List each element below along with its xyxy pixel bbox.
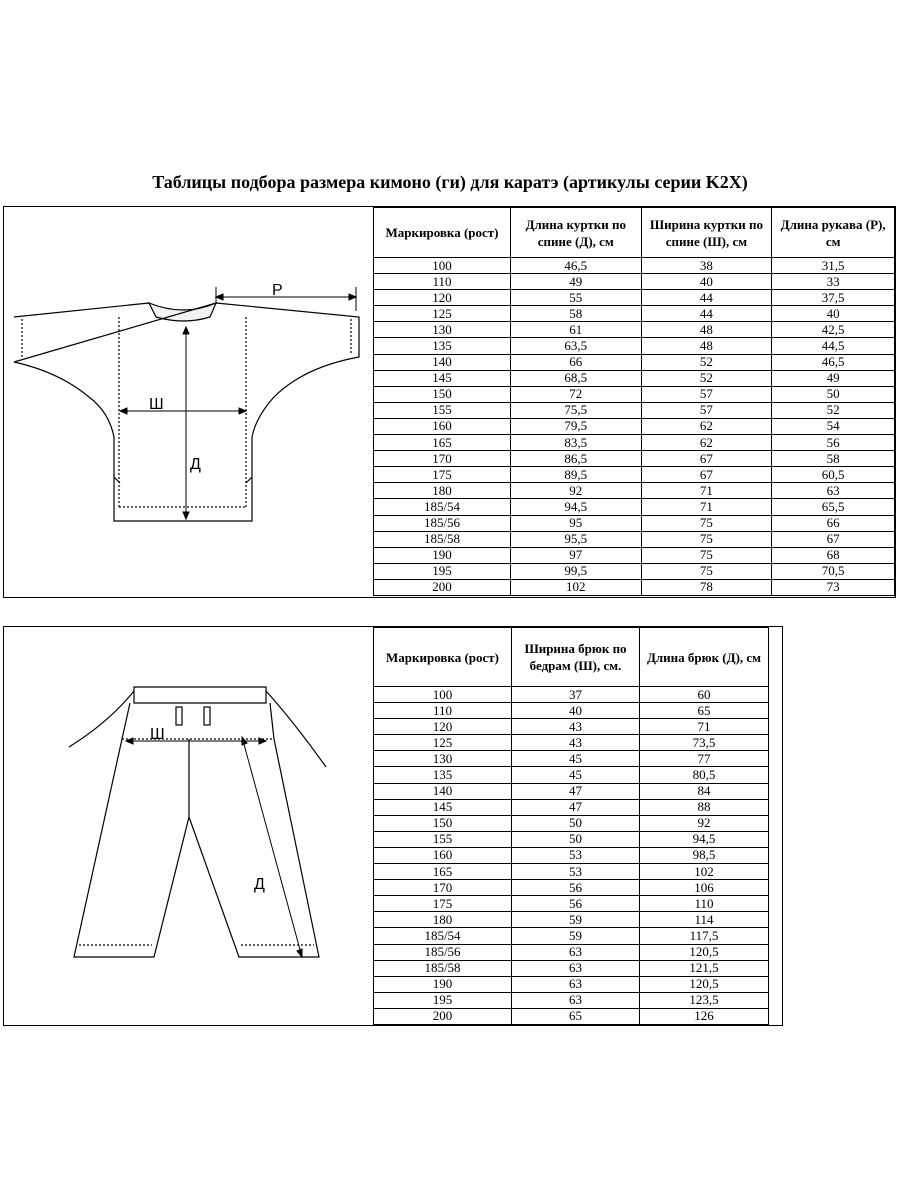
jacket-cell: 140 — [374, 354, 511, 370]
pants-cell: 185/56 — [374, 944, 512, 960]
jacket-table-row — [374, 386, 895, 402]
pants-cell: 65 — [512, 1008, 640, 1024]
jacket-table-row — [374, 338, 895, 354]
pants-cell: 63 — [512, 960, 640, 976]
pants-cell: 59 — [512, 928, 640, 944]
jacket-cell: 68,5 — [511, 370, 642, 386]
pants-cell: 63 — [512, 992, 640, 1008]
jacket-cell: 40 — [772, 306, 895, 322]
jacket-cell: 52 — [641, 354, 772, 370]
jacket-cell: 48 — [641, 322, 772, 338]
pants-table-row — [374, 767, 769, 783]
pants-cell: 37 — [512, 687, 640, 703]
pants-cell: 47 — [512, 799, 640, 815]
jacket-cell: 99,5 — [511, 563, 642, 579]
jacket-cell: 57 — [641, 402, 772, 418]
jacket-cell: 67 — [641, 451, 772, 467]
pants-cell: 135 — [374, 767, 512, 783]
jacket-cell: 44,5 — [772, 338, 895, 354]
pants-diagram — [4, 627, 372, 1027]
jacket-table-row — [374, 322, 895, 338]
jacket-cell: 44 — [641, 306, 772, 322]
pants-cell: 140 — [374, 783, 512, 799]
jacket-cell: 66 — [772, 515, 895, 531]
pants-cell: 60 — [640, 687, 769, 703]
pants-cell: 47 — [512, 783, 640, 799]
jacket-cell: 50 — [772, 386, 895, 402]
pants-cell: 190 — [374, 976, 512, 992]
jacket-cell: 49 — [772, 370, 895, 386]
pants-cell: 125 — [374, 735, 512, 751]
jacket-cell: 75 — [641, 531, 772, 547]
pants-cell: 126 — [640, 1008, 769, 1024]
pants-cell: 114 — [640, 912, 769, 928]
jacket-table-row — [374, 483, 895, 499]
jacket-table-row — [374, 579, 895, 595]
jacket-cell: 150 — [374, 386, 511, 402]
jacket-cell: 48 — [641, 338, 772, 354]
pants-cell: 40 — [512, 703, 640, 719]
pants-cell: 195 — [374, 992, 512, 1008]
pants-cell: 65 — [640, 703, 769, 719]
pants-cell: 120,5 — [640, 976, 769, 992]
pants-cell: 160 — [374, 847, 512, 863]
jacket-cell: 71 — [641, 483, 772, 499]
pants-table-row — [374, 912, 769, 928]
pants-table-row — [374, 976, 769, 992]
pants-cell: 94,5 — [640, 831, 769, 847]
jacket-cell: 52 — [641, 370, 772, 386]
pants-cell: 121,5 — [640, 960, 769, 976]
pants-cell: 175 — [374, 896, 512, 912]
pants-table-row — [374, 944, 769, 960]
jacket-cell: 73 — [772, 579, 895, 595]
jacket-header-mark: Маркировка (рост) — [374, 208, 511, 258]
jacket-table-row — [374, 290, 895, 306]
jacket-cell: 86,5 — [511, 451, 642, 467]
jacket-cell: 130 — [374, 322, 511, 338]
jacket-cell: 180 — [374, 483, 511, 499]
pants-width-label: Ш — [150, 726, 165, 743]
sleeve-label: Р — [272, 282, 283, 299]
pants-cell: 77 — [640, 751, 769, 767]
jacket-cell: 44 — [641, 290, 772, 306]
pants-cell: 185/54 — [374, 928, 512, 944]
jacket-cell: 62 — [641, 435, 772, 451]
jacket-table-row — [374, 418, 895, 434]
jacket-cell: 55 — [511, 290, 642, 306]
pants-cell: 80,5 — [640, 767, 769, 783]
pants-cell: 56 — [512, 896, 640, 912]
jacket-table-row — [374, 451, 895, 467]
jacket-table-row — [374, 274, 895, 290]
pants-table-row — [374, 847, 769, 863]
width-label: Ш — [149, 396, 164, 413]
jacket-cell: 54 — [772, 418, 895, 434]
jacket-cell: 185/54 — [374, 499, 511, 515]
pants-cell: 53 — [512, 847, 640, 863]
jacket-table-row — [374, 258, 895, 274]
jacket-cell: 46,5 — [772, 354, 895, 370]
jacket-cell: 31,5 — [772, 258, 895, 274]
pants-cell: 53 — [512, 864, 640, 880]
pants-cell: 45 — [512, 751, 640, 767]
jacket-cell: 57 — [641, 386, 772, 402]
jacket-cell: 110 — [374, 274, 511, 290]
jacket-cell: 66 — [511, 354, 642, 370]
jacket-cell: 75,5 — [511, 402, 642, 418]
pants-cell: 117,5 — [640, 928, 769, 944]
jacket-cell: 62 — [641, 418, 772, 434]
jacket-cell: 33 — [772, 274, 895, 290]
jacket-cell: 78 — [641, 579, 772, 595]
jacket-table-row — [374, 563, 895, 579]
pants-table-row — [374, 719, 769, 735]
pants-table-row — [374, 815, 769, 831]
pants-cell: 165 — [374, 864, 512, 880]
jacket-table-row — [374, 531, 895, 547]
jacket-cell: 160 — [374, 418, 511, 434]
pants-cell: 63 — [512, 976, 640, 992]
page-title: Таблицы подбора размера кимоно (ги) для каратэ (артикулы серии K2X) — [152, 172, 748, 192]
jacket-cell: 40 — [641, 274, 772, 290]
jacket-cell: 63,5 — [511, 338, 642, 354]
pants-cell: 73,5 — [640, 735, 769, 751]
pants-cell: 84 — [640, 783, 769, 799]
jacket-table-row — [374, 306, 895, 322]
jacket-header-width: Ширина куртки по спине (Ш), см — [641, 208, 772, 258]
jacket-cell: 46,5 — [511, 258, 642, 274]
jacket-cell: 52 — [772, 402, 895, 418]
pants-table-row — [374, 960, 769, 976]
jacket-cell: 95,5 — [511, 531, 642, 547]
pants-table-row — [374, 751, 769, 767]
pants-cell: 56 — [512, 880, 640, 896]
jacket-table-row — [374, 547, 895, 563]
jacket-table-row — [374, 435, 895, 451]
jacket-cell: 71 — [641, 499, 772, 515]
jacket-size-table — [373, 207, 895, 596]
pants-table-row — [374, 687, 769, 703]
pants-cell: 98,5 — [640, 847, 769, 863]
jacket-cell: 63 — [772, 483, 895, 499]
jacket-cell: 165 — [374, 435, 511, 451]
pants-table-row — [374, 864, 769, 880]
jacket-cell: 89,5 — [511, 467, 642, 483]
jacket-table-row — [374, 370, 895, 386]
pants-cell: 145 — [374, 799, 512, 815]
jacket-cell: 60,5 — [772, 467, 895, 483]
jacket-cell: 38 — [641, 258, 772, 274]
jacket-cell: 94,5 — [511, 499, 642, 515]
jacket-header-sleeve: Длина рукава (Р), см — [772, 208, 895, 258]
pants-size-table — [373, 627, 769, 1025]
pants-cell: 43 — [512, 719, 640, 735]
pants-cell: 59 — [512, 912, 640, 928]
jacket-cell: 72 — [511, 386, 642, 402]
pants-cell: 150 — [374, 815, 512, 831]
jacket-cell: 61 — [511, 322, 642, 338]
pants-cell: 92 — [640, 815, 769, 831]
jacket-size-panel — [3, 206, 896, 598]
pants-cell: 123,5 — [640, 992, 769, 1008]
jacket-cell: 195 — [374, 563, 511, 579]
pants-cell: 120,5 — [640, 944, 769, 960]
pants-cell: 100 — [374, 687, 512, 703]
pants-cell: 102 — [640, 864, 769, 880]
jacket-table-row — [374, 354, 895, 370]
pants-cell: 155 — [374, 831, 512, 847]
pants-cell: 110 — [374, 703, 512, 719]
pants-header-mark: Маркировка (рост) — [374, 628, 512, 687]
pants-cell: 50 — [512, 831, 640, 847]
jacket-cell: 120 — [374, 290, 511, 306]
jacket-cell: 145 — [374, 370, 511, 386]
jacket-cell: 170 — [374, 451, 511, 467]
pants-cell: 71 — [640, 719, 769, 735]
pants-header-width: Ширина брюк по бедрам (Ш), см. — [512, 628, 640, 687]
jacket-cell: 79,5 — [511, 418, 642, 434]
jacket-cell: 125 — [374, 306, 511, 322]
pants-table-row — [374, 735, 769, 751]
jacket-cell: 65,5 — [772, 499, 895, 515]
jacket-cell: 68 — [772, 547, 895, 563]
pants-length-measure-line — [242, 737, 302, 957]
jacket-cell: 95 — [511, 515, 642, 531]
jacket-cell: 58 — [511, 306, 642, 322]
jacket-table-row — [374, 467, 895, 483]
jacket-cell: 97 — [511, 547, 642, 563]
pants-table-row — [374, 992, 769, 1008]
jacket-cell: 185/56 — [374, 515, 511, 531]
jacket-cell: 83,5 — [511, 435, 642, 451]
pants-cell: 130 — [374, 751, 512, 767]
jacket-cell: 42,5 — [772, 322, 895, 338]
jacket-cell: 56 — [772, 435, 895, 451]
pants-size-panel — [3, 626, 783, 1026]
pants-cell: 45 — [512, 767, 640, 783]
jacket-cell: 102 — [511, 579, 642, 595]
pants-length-label: Д — [254, 876, 265, 893]
jacket-cell: 100 — [374, 258, 511, 274]
pants-cell: 50 — [512, 815, 640, 831]
pants-cell: 43 — [512, 735, 640, 751]
pants-table-row — [374, 928, 769, 944]
jacket-cell: 75 — [641, 547, 772, 563]
jacket-cell: 49 — [511, 274, 642, 290]
pants-cell: 88 — [640, 799, 769, 815]
pants-table-row — [374, 703, 769, 719]
pants-cell: 110 — [640, 896, 769, 912]
jacket-cell: 190 — [374, 547, 511, 563]
pants-table-row — [374, 831, 769, 847]
pants-table-row — [374, 880, 769, 896]
pants-cell: 200 — [374, 1008, 512, 1024]
pants-table-row — [374, 896, 769, 912]
pants-cell: 180 — [374, 912, 512, 928]
jacket-cell: 155 — [374, 402, 511, 418]
jacket-cell: 75 — [641, 563, 772, 579]
jacket-cell: 58 — [772, 451, 895, 467]
pants-table-row — [374, 783, 769, 799]
jacket-cell: 200 — [374, 579, 511, 595]
jacket-diagram — [4, 207, 372, 599]
jacket-cell: 75 — [641, 515, 772, 531]
jacket-cell: 175 — [374, 467, 511, 483]
pants-cell: 63 — [512, 944, 640, 960]
jacket-cell: 70,5 — [772, 563, 895, 579]
pants-cell: 106 — [640, 880, 769, 896]
jacket-cell: 92 — [511, 483, 642, 499]
pants-table-row — [374, 1008, 769, 1024]
pants-cell: 185/58 — [374, 960, 512, 976]
jacket-cell: 37,5 — [772, 290, 895, 306]
jacket-cell: 185/58 — [374, 531, 511, 547]
pants-cell: 120 — [374, 719, 512, 735]
pants-header-length: Длина брюк (Д), см — [640, 628, 769, 687]
jacket-cell: 67 — [641, 467, 772, 483]
length-label: Д — [190, 456, 201, 473]
jacket-table-row — [374, 515, 895, 531]
jacket-table-row — [374, 499, 895, 515]
jacket-cell: 67 — [772, 531, 895, 547]
jacket-header-length: Длина куртки по спине (Д), см — [511, 208, 642, 258]
jacket-cell: 135 — [374, 338, 511, 354]
pants-table-row — [374, 799, 769, 815]
jacket-table-row — [374, 402, 895, 418]
pants-cell: 170 — [374, 880, 512, 896]
